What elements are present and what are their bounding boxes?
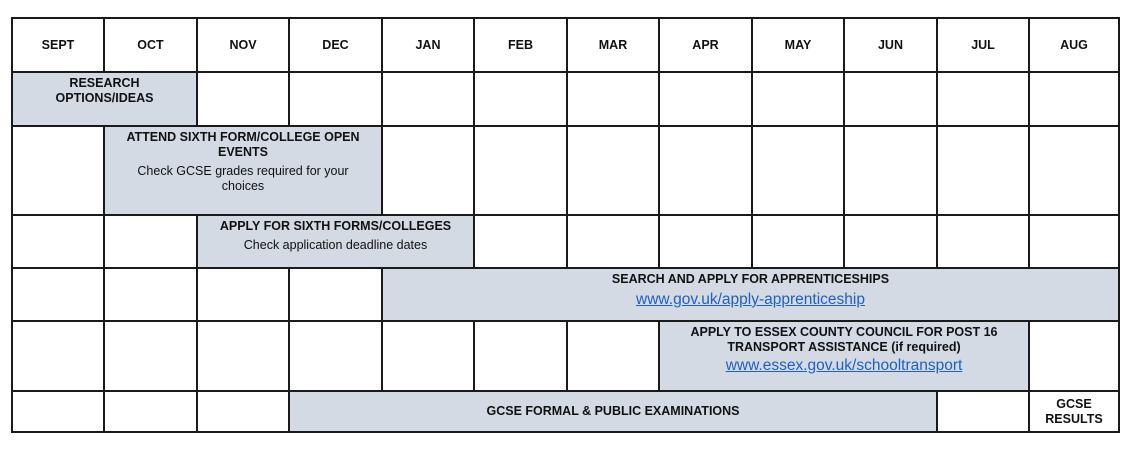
post16-timeline-table	[11, 17, 1120, 433]
empty-cell	[12, 321, 104, 391]
gcse-exams-cell: GCSE FORMAL & PUBLIC EXAMINATIONS	[289, 391, 937, 432]
month-header-dec: DEC	[289, 18, 382, 72]
gcse-results-cell	[1029, 391, 1119, 432]
month-header-jun: JUN	[844, 18, 937, 72]
empty-cell	[197, 72, 289, 126]
apply-sixth-forms-note: Check application deadline dates	[243, 238, 428, 252]
empty-cell	[752, 72, 844, 126]
empty-cell	[752, 215, 844, 268]
month-header-row	[12, 18, 1119, 72]
empty-cell	[659, 126, 752, 215]
open-events-note: Check GCSE grades required for your choices	[137, 164, 349, 193]
apprenticeships-link[interactable]: www.gov.uk/apply-apprenticeship	[636, 291, 865, 308]
empty-cell	[12, 268, 104, 321]
empty-cell	[289, 321, 382, 391]
open-events-row	[12, 126, 1119, 215]
empty-cell	[382, 72, 474, 126]
transport-row	[12, 321, 1119, 391]
exams-row	[12, 391, 1119, 432]
empty-cell	[474, 126, 567, 215]
empty-cell	[197, 321, 289, 391]
month-header-feb: FEB	[474, 18, 567, 72]
empty-cell	[104, 268, 197, 321]
empty-cell	[844, 126, 937, 215]
empty-cell	[752, 126, 844, 215]
apply-sixth-row	[12, 215, 1119, 268]
empty-cell	[12, 391, 104, 432]
transport-assistance-title: APPLY TO ESSEX COUNTY COUNCIL FOR POST 16 TRANSPORT ASSISTANCE (if required)	[690, 325, 998, 354]
month-header-nov: NOV	[197, 18, 289, 72]
empty-cell	[104, 391, 197, 432]
empty-cell	[12, 126, 104, 215]
month-header-oct: OCT	[104, 18, 197, 72]
empty-cell	[382, 126, 474, 215]
month-header-apr: APR	[659, 18, 752, 72]
empty-cell	[12, 215, 104, 268]
empty-cell	[659, 72, 752, 126]
empty-cell	[474, 72, 567, 126]
empty-cell	[289, 72, 382, 126]
apply-sixth-forms-title: APPLY FOR SIXTH FORMS/COLLEGES	[219, 219, 452, 233]
month-header-mar: MAR	[567, 18, 659, 72]
research-options-cell	[12, 72, 197, 126]
empty-cell	[567, 215, 659, 268]
empty-cell	[474, 321, 567, 391]
empty-cell	[104, 215, 197, 268]
transport-assistance-cell	[659, 321, 1029, 391]
research-row	[12, 72, 1119, 126]
month-header-sept: SEPT	[12, 18, 104, 72]
month-header-may: MAY	[752, 18, 844, 72]
empty-cell	[844, 215, 937, 268]
empty-cell	[937, 215, 1029, 268]
empty-cell	[1029, 72, 1119, 126]
apply-sixth-forms-cell	[197, 215, 474, 268]
empty-cell	[937, 126, 1029, 215]
apprenticeships-title: SEARCH AND APPLY FOR APPRENTICESHIPS	[611, 272, 890, 286]
apprenticeships-row	[12, 268, 1119, 321]
empty-cell	[937, 391, 1029, 432]
empty-cell	[104, 321, 197, 391]
empty-cell	[382, 321, 474, 391]
empty-cell	[1029, 321, 1119, 391]
empty-cell	[567, 72, 659, 126]
empty-cell	[289, 268, 382, 321]
empty-cell	[474, 215, 567, 268]
empty-cell	[659, 215, 752, 268]
empty-cell	[567, 321, 659, 391]
empty-cell	[567, 126, 659, 215]
month-header-aug: AUG	[1029, 18, 1119, 72]
empty-cell	[1029, 126, 1119, 215]
empty-cell	[937, 72, 1029, 126]
month-header-jul: JUL	[937, 18, 1029, 72]
gcse-results-label: GCSE RESULTS	[1045, 396, 1103, 426]
open-events-cell	[104, 126, 382, 215]
open-events-title: ATTEND SIXTH FORM/COLLEGE OPEN EVENTS	[126, 130, 360, 159]
empty-cell	[1029, 215, 1119, 268]
empty-cell	[197, 391, 289, 432]
empty-cell	[844, 72, 937, 126]
research-options-title: RESEARCH OPTIONS/IDEAS	[55, 76, 154, 105]
transport-assistance-link[interactable]: www.essex.gov.uk/schooltransport	[725, 357, 963, 374]
empty-cell	[197, 268, 289, 321]
month-header-jan: JAN	[382, 18, 474, 72]
apprenticeships-cell	[382, 268, 1119, 321]
